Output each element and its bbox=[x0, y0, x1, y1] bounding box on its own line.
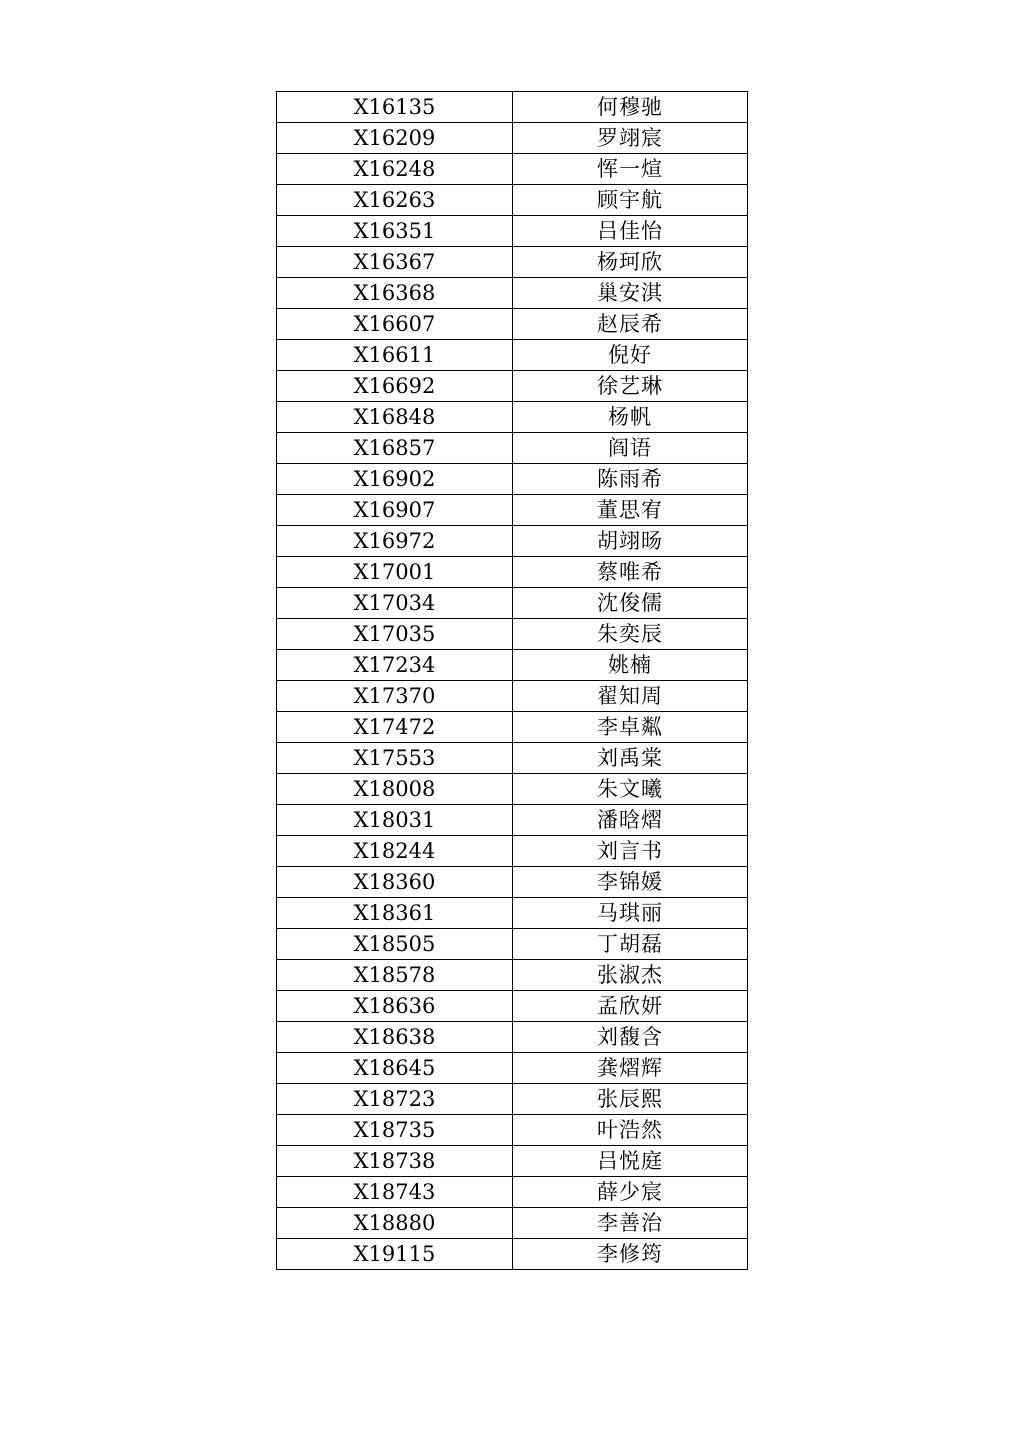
table-row bbox=[277, 92, 748, 123]
student-name-cell: 顾宇航 bbox=[513, 185, 748, 216]
student-name-cell: 赵辰希 bbox=[513, 309, 748, 340]
table-row bbox=[277, 557, 748, 588]
student-id-cell: X18244 bbox=[277, 836, 513, 867]
table-row bbox=[277, 1084, 748, 1115]
student-name-cell: 罗翊宸 bbox=[513, 123, 748, 154]
student-name-cell: 张淑杰 bbox=[513, 960, 748, 991]
student-name-cell: 吕悦庭 bbox=[513, 1146, 748, 1177]
student-name-cell: 张辰熙 bbox=[513, 1084, 748, 1115]
student-id-cell: X18738 bbox=[277, 1146, 513, 1177]
student-id-cell: X18735 bbox=[277, 1115, 513, 1146]
student-id-cell: X16972 bbox=[277, 526, 513, 557]
student-name-cell: 李锦媛 bbox=[513, 867, 748, 898]
table-row bbox=[277, 371, 748, 402]
student-name-cell: 潘晗熠 bbox=[513, 805, 748, 836]
student-id-cell: X16907 bbox=[277, 495, 513, 526]
student-id-cell: X16902 bbox=[277, 464, 513, 495]
student-name-cell: 叶浩然 bbox=[513, 1115, 748, 1146]
student-id-cell: X18031 bbox=[277, 805, 513, 836]
student-id-cell: X16135 bbox=[277, 92, 513, 123]
student-id-cell: X16263 bbox=[277, 185, 513, 216]
student-id-cell: X17034 bbox=[277, 588, 513, 619]
table-row bbox=[277, 402, 748, 433]
table-row bbox=[277, 1022, 748, 1053]
student-name-cell: 杨珂欣 bbox=[513, 247, 748, 278]
student-id-cell: X16692 bbox=[277, 371, 513, 402]
student-id-cell: X18723 bbox=[277, 1084, 513, 1115]
student-id-cell: X17553 bbox=[277, 743, 513, 774]
table-row bbox=[277, 340, 748, 371]
student-name-cell: 翟知周 bbox=[513, 681, 748, 712]
student-id-cell: X18008 bbox=[277, 774, 513, 805]
table-row bbox=[277, 309, 748, 340]
table-row bbox=[277, 433, 748, 464]
table-row bbox=[277, 681, 748, 712]
student-name-cell: 李卓粼 bbox=[513, 712, 748, 743]
table-row bbox=[277, 1239, 748, 1270]
table-row bbox=[277, 805, 748, 836]
student-name-cell: 巢安淇 bbox=[513, 278, 748, 309]
student-name-cell: 丁胡磊 bbox=[513, 929, 748, 960]
student-id-cell: X17370 bbox=[277, 681, 513, 712]
table-row bbox=[277, 1146, 748, 1177]
table-row bbox=[277, 526, 748, 557]
table-row bbox=[277, 991, 748, 1022]
table-row bbox=[277, 712, 748, 743]
student-id-cell: X18645 bbox=[277, 1053, 513, 1084]
student-id-cell: X17472 bbox=[277, 712, 513, 743]
student-id-cell: X17001 bbox=[277, 557, 513, 588]
student-id-cell: X16209 bbox=[277, 123, 513, 154]
table-row bbox=[277, 123, 748, 154]
table-row bbox=[277, 1115, 748, 1146]
student-name-cell: 刘言书 bbox=[513, 836, 748, 867]
student-name-cell: 马琪丽 bbox=[513, 898, 748, 929]
student-id-cell: X18880 bbox=[277, 1208, 513, 1239]
student-name-cell: 李修筠 bbox=[513, 1239, 748, 1270]
student-name-cell: 薛少宸 bbox=[513, 1177, 748, 1208]
table-row bbox=[277, 278, 748, 309]
student-name-cell: 朱文曦 bbox=[513, 774, 748, 805]
student-name-cell: 恽一煊 bbox=[513, 154, 748, 185]
table-row bbox=[277, 774, 748, 805]
table-row bbox=[277, 154, 748, 185]
table-row bbox=[277, 185, 748, 216]
student-id-cell: X18636 bbox=[277, 991, 513, 1022]
student-id-cell: X16848 bbox=[277, 402, 513, 433]
table-row bbox=[277, 898, 748, 929]
student-id-cell: X16367 bbox=[277, 247, 513, 278]
table-row bbox=[277, 1177, 748, 1208]
table-row bbox=[277, 867, 748, 898]
table-row bbox=[277, 464, 748, 495]
student-name-cell: 孟欣妍 bbox=[513, 991, 748, 1022]
student-name-cell: 董思宥 bbox=[513, 495, 748, 526]
table-row bbox=[277, 836, 748, 867]
student-name-cell: 李善治 bbox=[513, 1208, 748, 1239]
student-name-cell: 阎语 bbox=[513, 433, 748, 464]
student-id-cell: X16248 bbox=[277, 154, 513, 185]
student-name-cell: 杨帆 bbox=[513, 402, 748, 433]
table-row bbox=[277, 650, 748, 681]
student-name-cell: 朱奕辰 bbox=[513, 619, 748, 650]
student-id-cell: X16857 bbox=[277, 433, 513, 464]
roster-table-body bbox=[277, 92, 748, 1270]
student-name-cell: 刘馥含 bbox=[513, 1022, 748, 1053]
student-id-cell: X16368 bbox=[277, 278, 513, 309]
student-name-cell: 吕佳怡 bbox=[513, 216, 748, 247]
student-id-cell: X18361 bbox=[277, 898, 513, 929]
student-id-cell: X16351 bbox=[277, 216, 513, 247]
table-row bbox=[277, 960, 748, 991]
table-row bbox=[277, 1208, 748, 1239]
table-row bbox=[277, 216, 748, 247]
student-name-cell: 姚楠 bbox=[513, 650, 748, 681]
student-name-cell: 沈俊儒 bbox=[513, 588, 748, 619]
table-row bbox=[277, 247, 748, 278]
student-id-cell: X18505 bbox=[277, 929, 513, 960]
table-row bbox=[277, 743, 748, 774]
student-id-cell: X16607 bbox=[277, 309, 513, 340]
student-id-cell: X17035 bbox=[277, 619, 513, 650]
student-name-cell: 陈雨希 bbox=[513, 464, 748, 495]
student-id-cell: X18743 bbox=[277, 1177, 513, 1208]
student-id-cell: X16611 bbox=[277, 340, 513, 371]
student-id-cell: X18578 bbox=[277, 960, 513, 991]
student-name-cell: 何穆驰 bbox=[513, 92, 748, 123]
student-name-cell: 刘禹棠 bbox=[513, 743, 748, 774]
student-name-cell: 胡翊旸 bbox=[513, 526, 748, 557]
student-id-cell: X18638 bbox=[277, 1022, 513, 1053]
student-name-cell: 蔡唯希 bbox=[513, 557, 748, 588]
table-row bbox=[277, 588, 748, 619]
student-roster-table bbox=[276, 91, 748, 1270]
student-name-cell: 龚熠辉 bbox=[513, 1053, 748, 1084]
student-name-cell: 徐艺琳 bbox=[513, 371, 748, 402]
table-row bbox=[277, 1053, 748, 1084]
table-row bbox=[277, 929, 748, 960]
student-id-cell: X19115 bbox=[277, 1239, 513, 1270]
student-id-cell: X17234 bbox=[277, 650, 513, 681]
table-row bbox=[277, 619, 748, 650]
table-row bbox=[277, 495, 748, 526]
student-id-cell: X18360 bbox=[277, 867, 513, 898]
student-name-cell: 倪好 bbox=[513, 340, 748, 371]
